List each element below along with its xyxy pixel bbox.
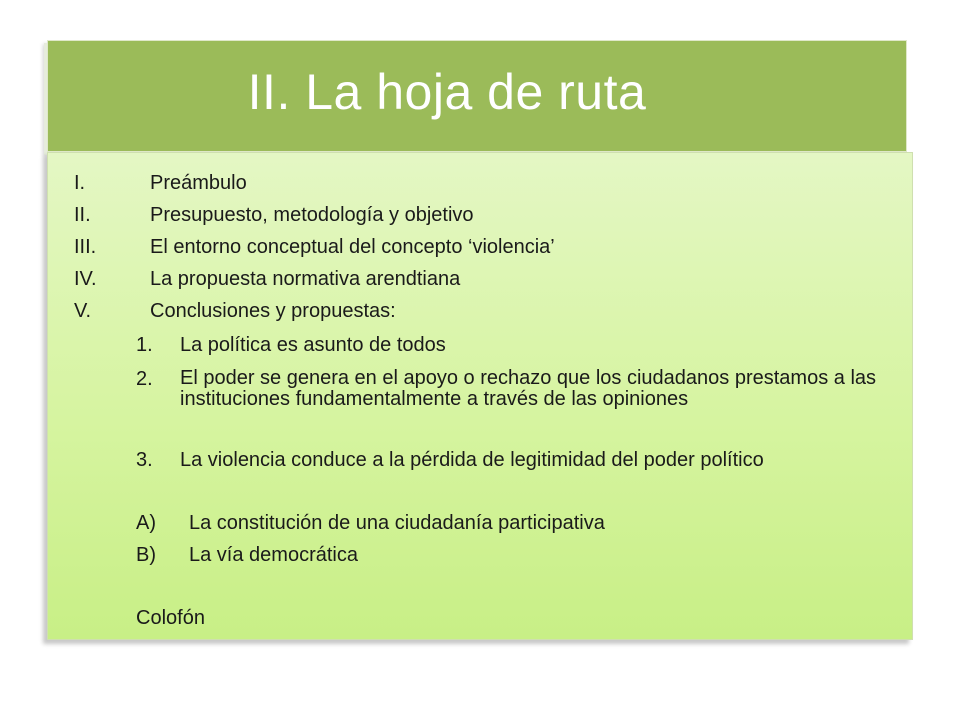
numbered-item-number: 2. xyxy=(136,368,153,390)
roman-item-label: La propuesta normativa arendtiana xyxy=(150,268,461,290)
roman-item-number: V. xyxy=(74,300,92,322)
roman-item-label: Presupuesto, metodología y objetivo xyxy=(150,204,474,226)
letter-item-label: La constitución de una ciudadanía participativa xyxy=(189,512,605,534)
numbered-item-number: 3. xyxy=(136,449,153,471)
roman-item-number: IV. xyxy=(74,268,97,290)
slide-title-box xyxy=(47,40,907,152)
numbered-item-label: La violencia conduce a la pérdida de legitimidad del poder político xyxy=(180,449,764,471)
numbered-item-label: La política es asunto de todos xyxy=(180,334,446,356)
letter-item-marker: B) xyxy=(136,544,156,566)
roman-item-number: I. xyxy=(74,172,86,194)
slide-title: II. La hoja de ruta xyxy=(247,64,647,120)
slide-content-box xyxy=(47,152,913,640)
numbered-item-label: El poder se genera en el apoyo o rechazo que los ciudadanos prestamos a las instituciones fundamentalmente a través de las opiniones xyxy=(180,367,877,410)
closing-text: Colofón xyxy=(136,607,205,629)
roman-item-label: El entorno conceptual del concepto ‘violencia’ xyxy=(150,236,555,258)
numbered-item-number: 1. xyxy=(136,334,153,356)
numbered-item-2 xyxy=(136,364,876,434)
roman-item-number: III. xyxy=(74,236,97,258)
roman-item-number: II. xyxy=(74,204,91,226)
letter-item-label: La vía democrática xyxy=(189,544,358,566)
letter-item-marker: A) xyxy=(136,512,156,534)
roman-item-label: Conclusiones y propuestas: xyxy=(150,300,396,322)
roman-item-label: Preámbulo xyxy=(150,172,247,194)
